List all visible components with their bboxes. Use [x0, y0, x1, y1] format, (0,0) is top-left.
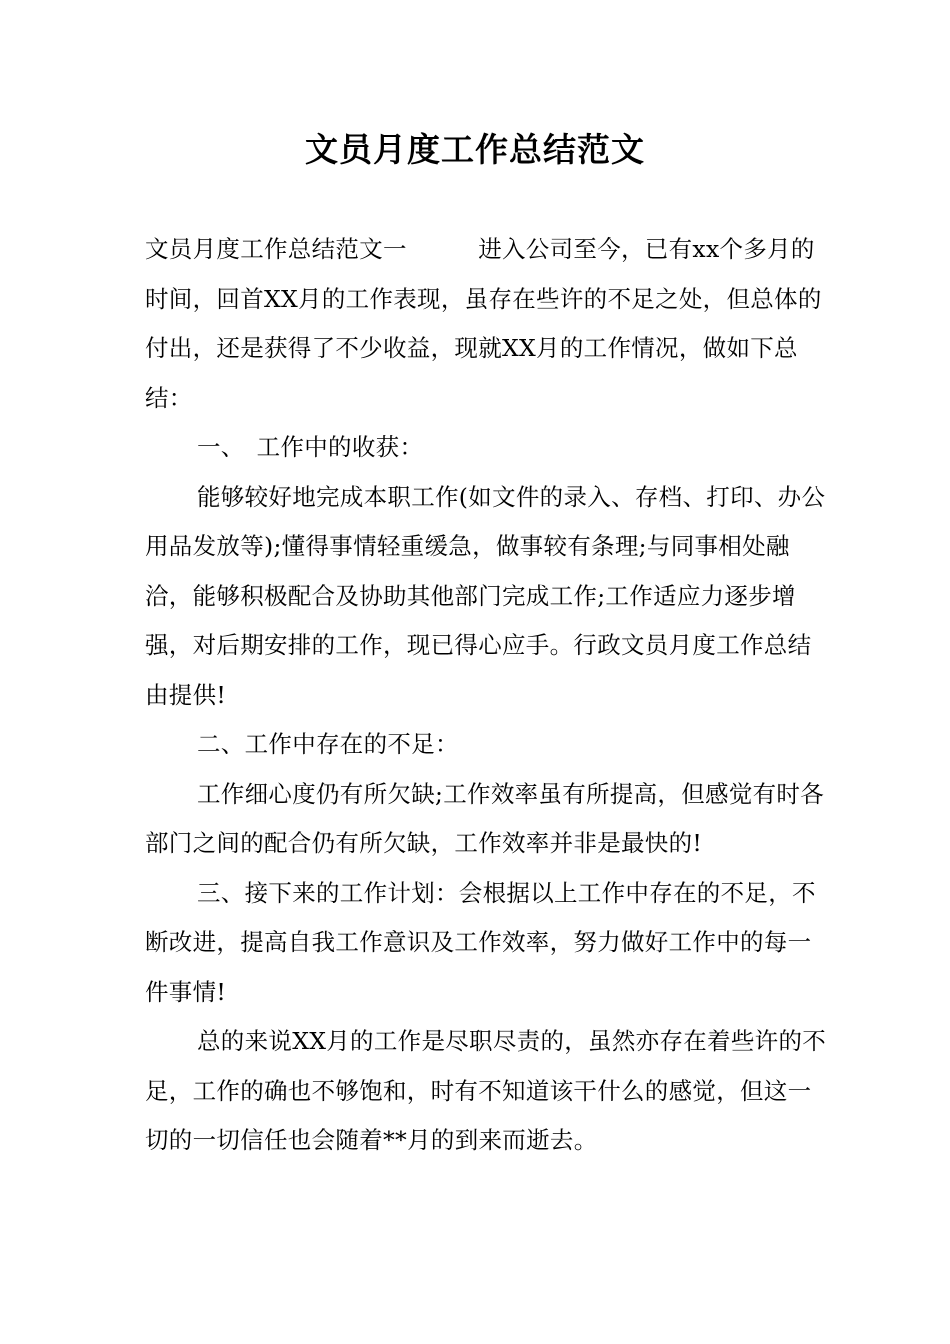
- paragraph-gains: 能够较好地完成本职工作(如文件的录入、存档、打印、办公用品发放等);懂得事情轻重缓急，做事较有条理;与同事相处融洽，能够积极配合及协助其他部门完成工作;工作适应力逐步增强，对后期安排的工作，现已得心应手。行政文员月度工作总结由提供!: [145, 482, 826, 709]
- paragraph-plan: 三、接下来的工作计划：会根据以上工作中存在的不足，不断改进，提高自我工作意识及工作效率，努力做好工作中的每一件事情!: [145, 878, 816, 1006]
- section-heading-shortcomings: 二、工作中存在的不足：: [197, 730, 459, 758]
- section-heading-gains: 一、 工作中的收获：: [197, 433, 424, 461]
- paragraph-shortcomings: 工作细心度仍有所欠缺;工作效率虽有所提高，但感觉有时各部门之间的配合仍有所欠缺，工作效率并非是最快的!: [145, 779, 825, 857]
- document-title: 文员月度工作总结范文: [305, 130, 645, 169]
- paragraph-summary: 总的来说XX月的工作是尽职尽责的，虽然亦存在着些许的不足，工作的确也不够饱和，时有不知道该干什么的感觉，但这一切的一切信任也会随着**月的到来而逝去。: [145, 1027, 827, 1154]
- paragraph-intro: 文员月度工作总结范文一 进入公司至今，已有xx个多月的时间，回首XX月的工作表现，虽存在些许的不足之处，但总体的付出，还是获得了不少收益，现就XX月的工作情况，做如下总结：: [145, 235, 822, 412]
- document-body: [145, 225, 835, 1166]
